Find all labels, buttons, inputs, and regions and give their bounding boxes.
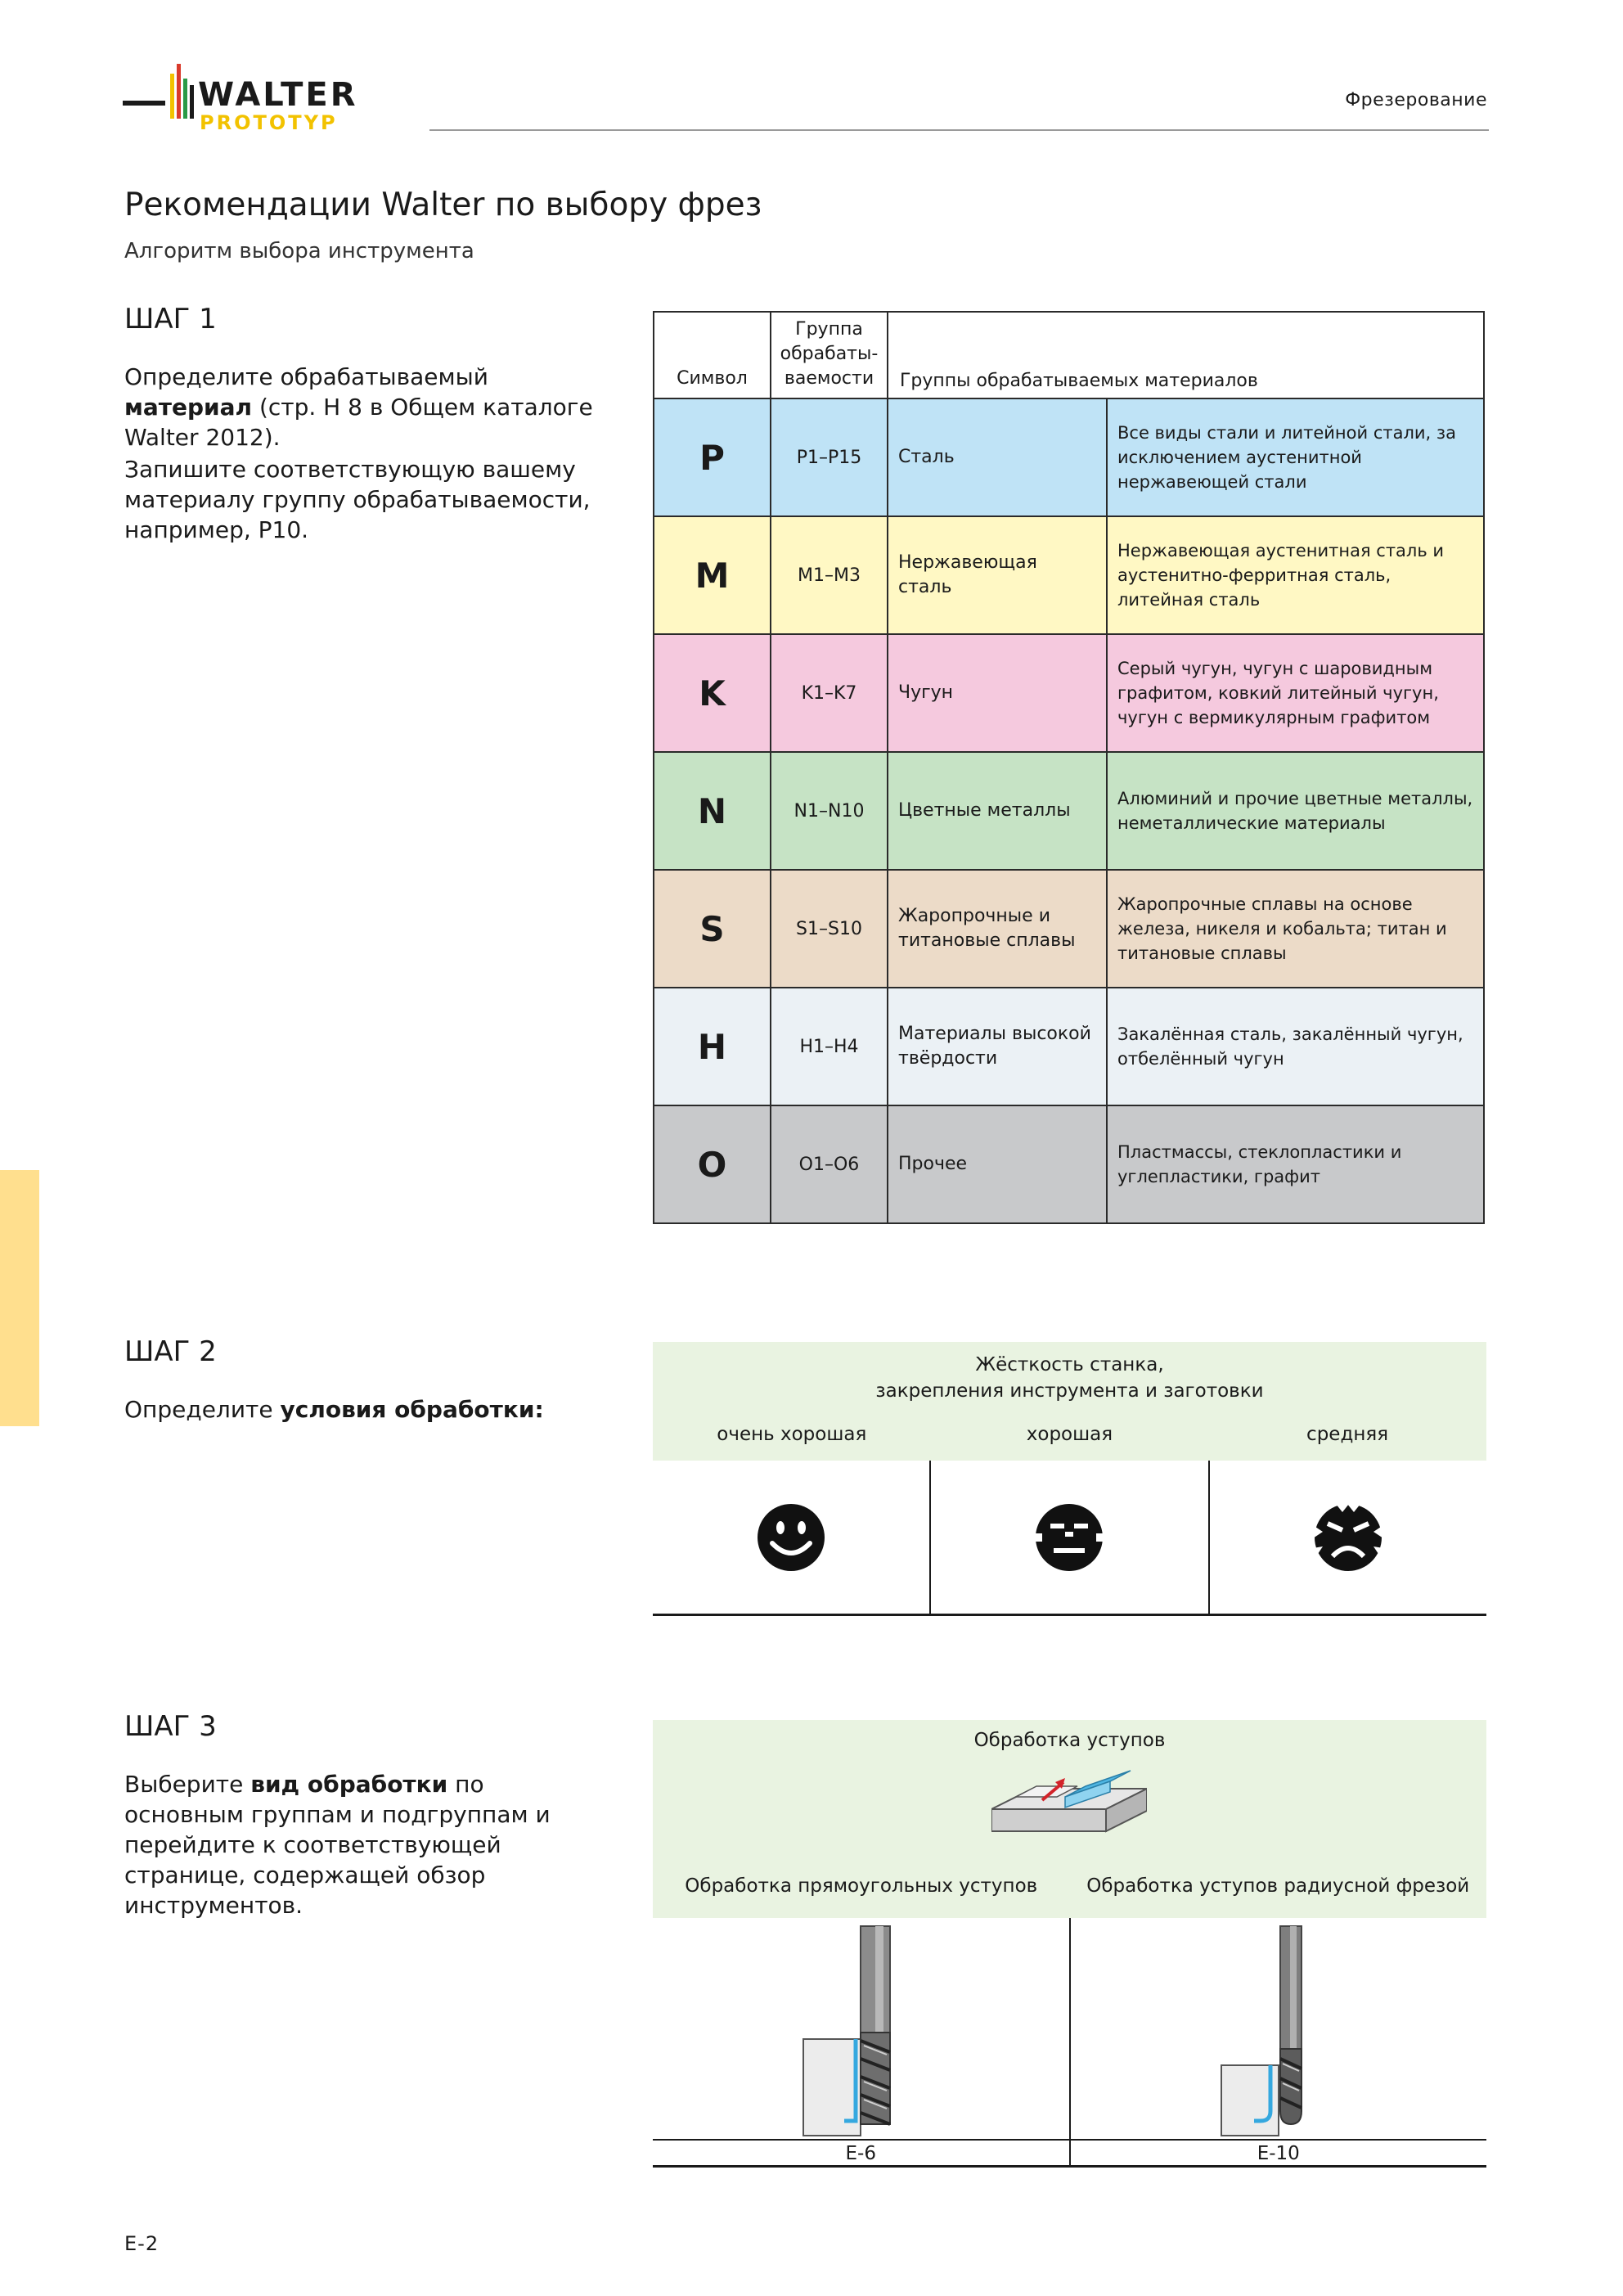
table-row: [654, 1105, 1484, 1223]
material-name: Чугун: [888, 634, 1107, 752]
rigidity-header: [653, 1342, 1486, 1461]
rigidity-cell-very-good: [653, 1461, 929, 1614]
step3-heading: ШАГ 3: [124, 1710, 217, 1743]
chapter-side-tab: [0, 1170, 39, 1426]
machining-column-radius-shoulder: Обработка уступов радиусной фрезой: [1086, 1875, 1470, 1897]
machinability-group: O1–O6: [771, 1105, 888, 1223]
machinability-group: M1–M3: [771, 516, 888, 634]
machinability-group: K1–K7: [771, 634, 888, 752]
material-symbol: N: [654, 752, 771, 870]
table-row: [654, 398, 1484, 516]
machining-type-title: Обработка уступов: [973, 1730, 1166, 1751]
smiley-sad-icon: [1313, 1502, 1383, 1573]
machining-type-body: [653, 1918, 1486, 2168]
rigidity-cell-average: [1208, 1461, 1486, 1614]
section-label: Фрезерование: [1345, 90, 1487, 110]
material-name: Прочее: [888, 1105, 1107, 1223]
material-description: Закалённая сталь, закалённый чугун, отбелённый чугун: [1107, 988, 1484, 1105]
rigidity-column-very-good: очень хорошая: [717, 1424, 867, 1445]
table-row: [654, 752, 1484, 870]
smiley-neutral-icon: [1034, 1502, 1104, 1573]
logo-prototyp-text: PROTOTYP: [200, 111, 338, 134]
material-name: Материалы высокой твёрдости: [888, 988, 1107, 1105]
step1-paragraph-1: Определите обрабатываемый материал (стр. H 8 в Общем каталоге Walter 2012).: [124, 363, 593, 451]
table-row: [654, 988, 1484, 1105]
step3-text: Выберите вид обработки по основным группам и подгруппам и перейдите к соответствующей странице, содержащей обзор инструментов.: [124, 1771, 551, 1919]
page-number: E-2: [124, 2232, 160, 2255]
shoulder-milling-icon: [991, 1764, 1147, 1853]
step2-heading: ШАГ 2: [124, 1335, 217, 1368]
material-groups-table: [653, 311, 1485, 1224]
material-symbol: H: [654, 988, 771, 1105]
material-symbol: M: [654, 516, 771, 634]
material-name: Жаропрочные и титановые сплавы: [888, 870, 1107, 988]
machining-type-header: [653, 1720, 1486, 1918]
rigidity-box: [653, 1342, 1486, 1616]
table-row: [654, 516, 1484, 634]
header-machinability-group: Группа обрабатываемости: [771, 312, 888, 398]
material-name: Цветные металлы: [888, 752, 1107, 870]
page-subtitle: Алгоритм выбора инструмента: [124, 239, 474, 263]
machinability-group: N1–N10: [771, 752, 888, 870]
material-symbol: O: [654, 1105, 771, 1223]
page-ref-e6[interactable]: E-6: [653, 2139, 1069, 2168]
square-shoulder-endmill-illustration: [795, 1918, 926, 2139]
machining-type-box: [653, 1720, 1486, 2168]
table-row: [654, 634, 1484, 752]
step1-paragraph-2: Запишите соответствующую вашему материалу группу обрабатываемости, например, P10.: [124, 456, 591, 543]
material-name: Нержавеющая сталь: [888, 516, 1107, 634]
material-symbol: K: [654, 634, 771, 752]
logo-walter-text: WALTER: [198, 76, 358, 114]
machinability-group: S1–S10: [771, 870, 888, 988]
header-symbol: Символ: [654, 312, 771, 398]
radius-shoulder-endmill-illustration: [1213, 1918, 1344, 2139]
walter-prototyp-logo: [123, 57, 401, 139]
material-name: Сталь: [888, 398, 1107, 516]
rigidity-title: Жёсткость станка, закрепления инструмента и заготовки: [875, 1354, 1264, 1402]
page-title: Рекомендации Walter по выбору фрез: [124, 187, 762, 223]
rigidity-icons-row: [653, 1461, 1486, 1616]
material-description: Серый чугун, чугун с шаровидным графитом, ковкий литейный чугун, чугун с вермикулярным графитом: [1107, 634, 1484, 752]
machinability-group: P1–P15: [771, 398, 888, 516]
page-ref-e10[interactable]: E-10: [1071, 2139, 1487, 2168]
radius-shoulder-cell: [1069, 1918, 1487, 2168]
square-shoulder-cell: [653, 1918, 1069, 2168]
material-description: Алюминий и прочие цветные металлы, неметаллические материалы: [1107, 752, 1484, 870]
smiley-happy-icon: [756, 1502, 826, 1573]
rigidity-column-good: хорошая: [1026, 1424, 1113, 1445]
material-symbol: P: [654, 398, 771, 516]
step1-heading: ШАГ 1: [124, 303, 217, 335]
table-header-row: [654, 312, 1484, 398]
table-row: [654, 870, 1484, 988]
material-description: Пластмассы, стеклопластики и углепластики, графит: [1107, 1105, 1484, 1223]
material-description: Все виды стали и литейной стали, за исключением аустенитной нержавеющей стали: [1107, 398, 1484, 516]
machining-column-square-shoulder: Обработка прямоугольных уступов: [685, 1875, 1038, 1897]
step2-text: Определите условия обработки:: [124, 1396, 544, 1423]
machinability-group: H1–H4: [771, 988, 888, 1105]
material-description: Нержавеющая аустенитная сталь и аустенитно-ферритная сталь, литейная сталь: [1107, 516, 1484, 634]
header-material-groups: Группы обрабатываемых материалов: [888, 312, 1484, 398]
material-description: Жаропрочные сплавы на основе железа, никеля и кобальта; титан и титановые сплавы: [1107, 870, 1484, 988]
rigidity-cell-good: [929, 1461, 1207, 1614]
rigidity-column-average: средняя: [1306, 1424, 1389, 1445]
header-divider: [429, 129, 1489, 131]
material-symbol: S: [654, 870, 771, 988]
